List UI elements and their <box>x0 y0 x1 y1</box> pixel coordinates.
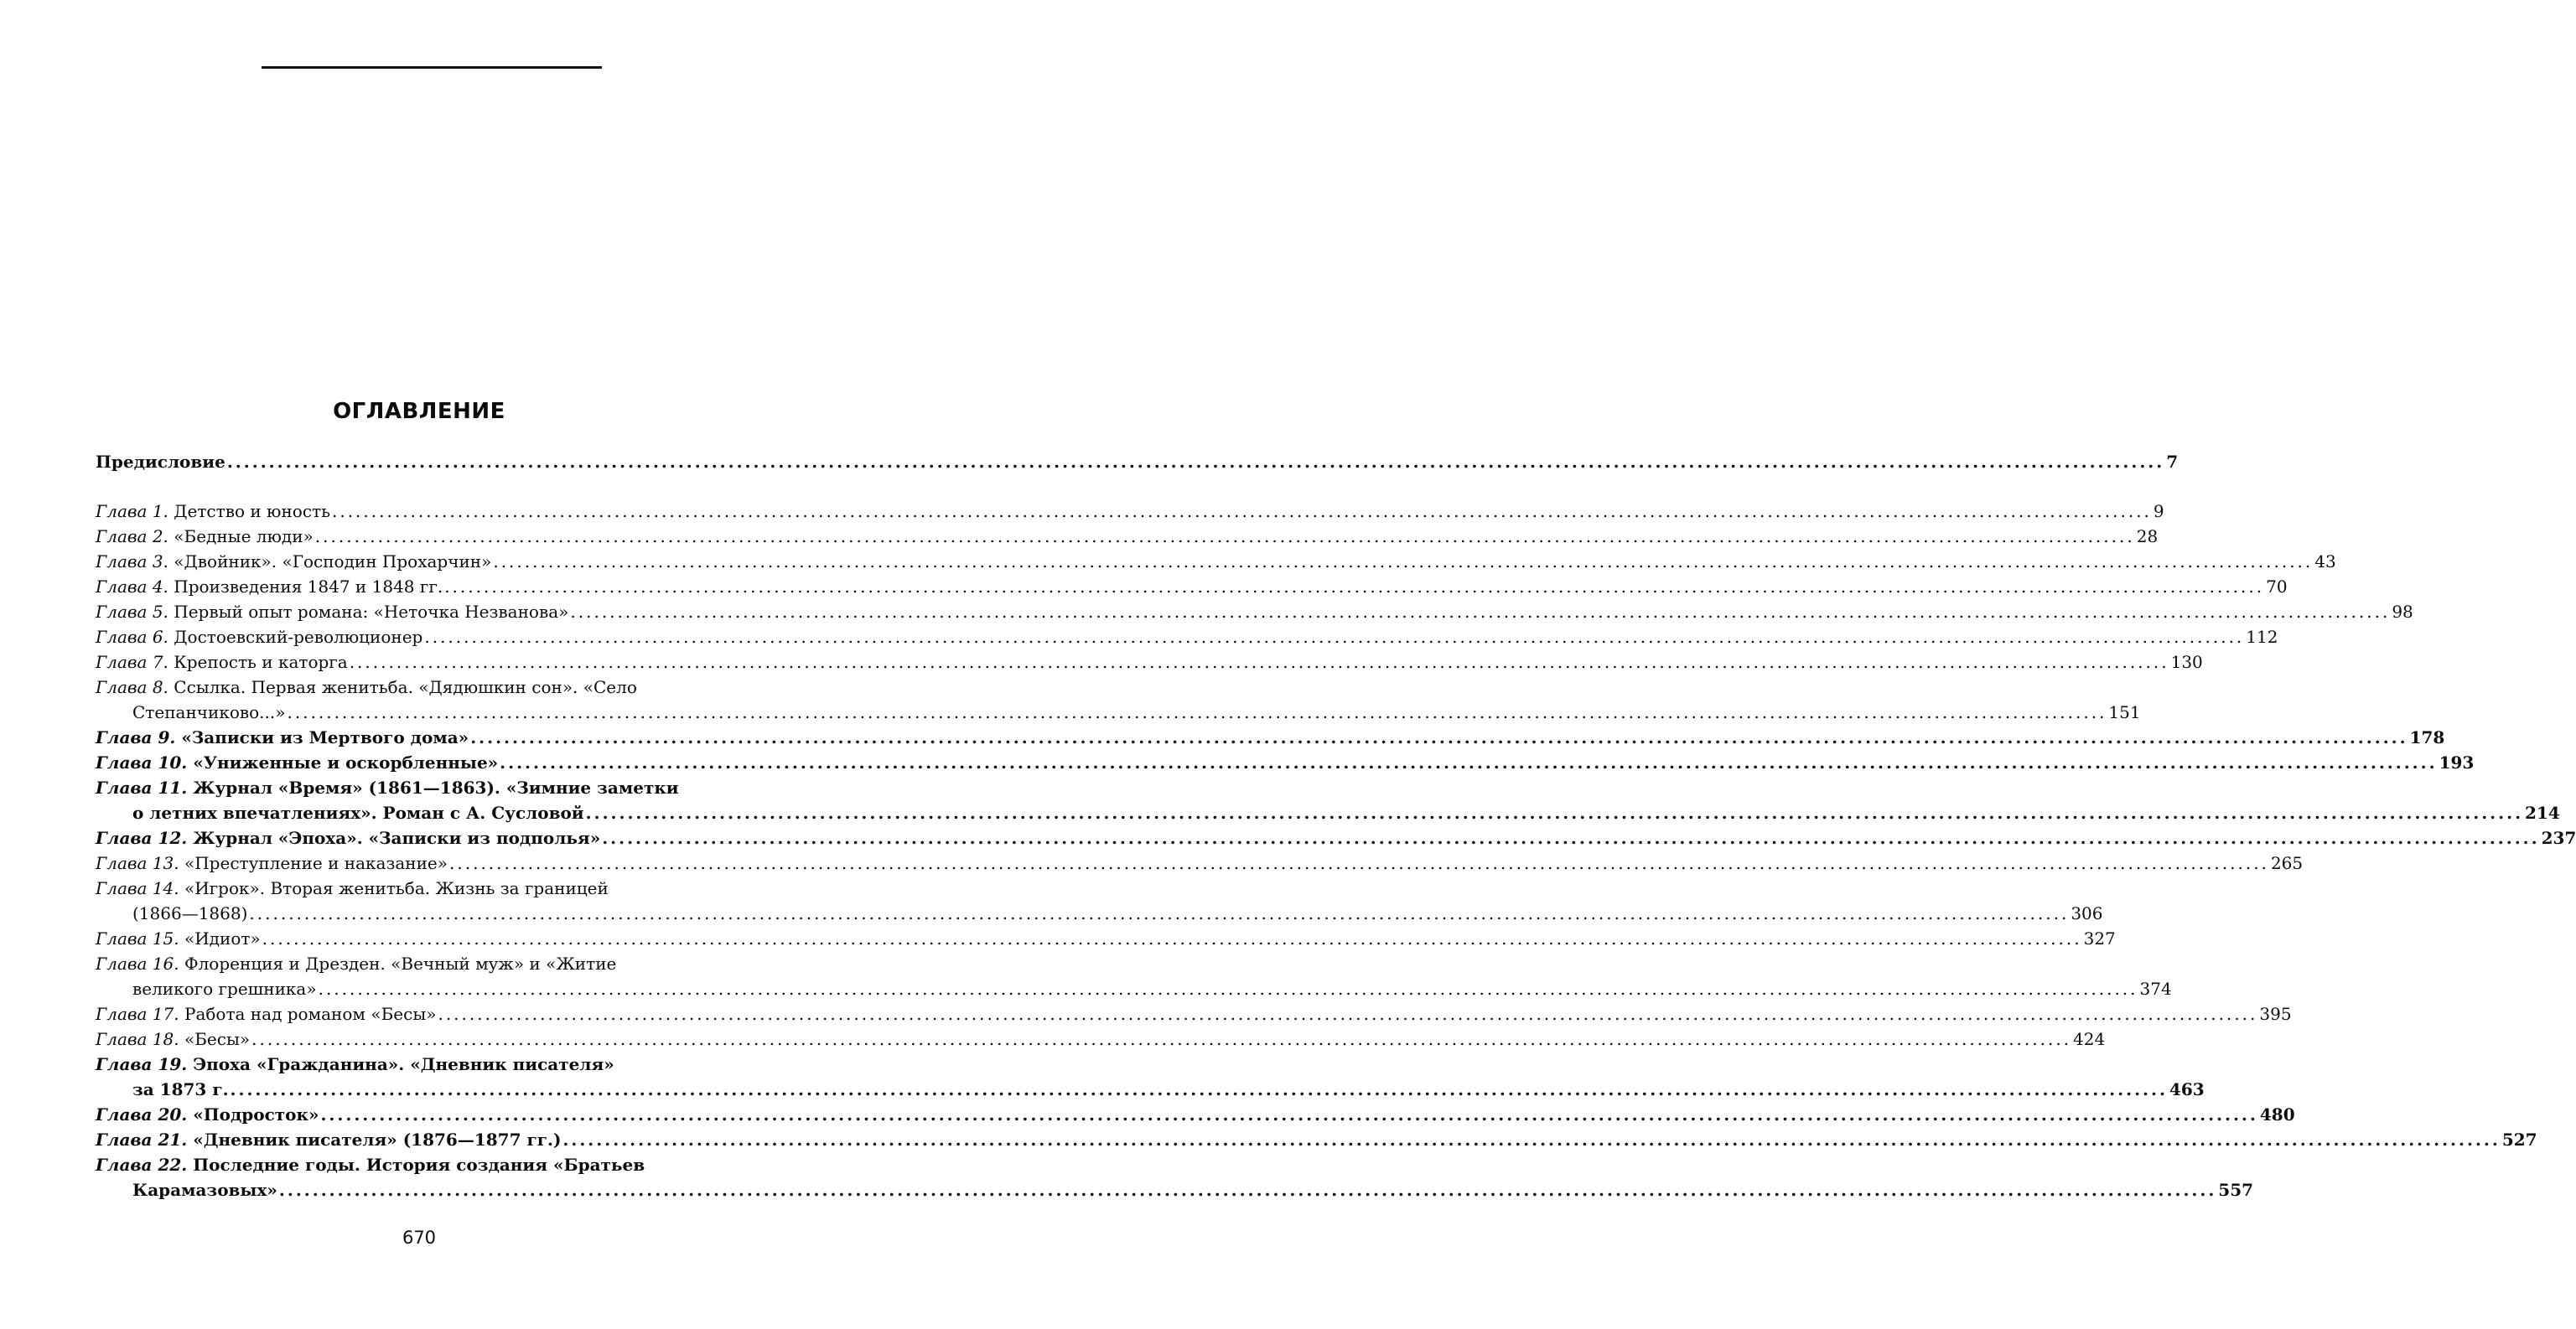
chapter-label: Глава 15. <box>96 928 179 949</box>
chapter-title: Работа над романом «Бесы» <box>184 1004 437 1024</box>
toc-entry <box>96 775 2560 825</box>
toc-entry <box>96 1001 2292 1026</box>
dot-leader: ........................................................................................................................................................................................................................................ <box>251 1029 2072 1049</box>
toc-entry-preface <box>96 449 2179 474</box>
toc-entry-text: Предисловие <box>96 452 225 472</box>
chapter-title: о летних впечатлениях». Роман с А. Сусловой <box>132 803 584 823</box>
toc-entry <box>96 1052 2205 1102</box>
dot-leader: ........................................................................................................................................................................................................................................ <box>331 501 2152 521</box>
toc-entry <box>96 926 2116 951</box>
toc-entry <box>96 499 2164 524</box>
chapter-label: Глава 20. <box>96 1104 188 1125</box>
toc-page-number: 9 <box>2153 501 2164 521</box>
toc-entry <box>96 675 2141 725</box>
chapter-title: Степанчиково...» <box>132 702 286 722</box>
toc-page-number: 214 <box>2525 803 2560 823</box>
dot-leader: ........................................................................................................................................................................................................................................ <box>444 577 2265 597</box>
chapter-title: «Униженные и оскорбленные» <box>193 752 499 773</box>
toc-entry <box>96 1026 2106 1052</box>
chapter-title: Детство и юность <box>174 501 330 521</box>
dot-leader: ........................................................................................................................................................................................................................................ <box>226 452 2165 472</box>
toc-entry <box>96 851 2304 876</box>
toc-entry <box>96 524 2159 549</box>
chapter-label: Глава 4. <box>96 577 168 597</box>
chapter-title: «Двойник». «Господин Прохарчин» <box>174 551 492 571</box>
toc-page-number: 306 <box>2071 903 2103 923</box>
toc-page-number: 424 <box>2073 1029 2106 1049</box>
chapter-label: Глава 9. <box>96 727 176 747</box>
toc-page-number: 98 <box>2392 602 2413 622</box>
chapter-title: «Идиот» <box>184 928 261 949</box>
toc-entry <box>96 624 2278 649</box>
toc-page-number: 480 <box>2259 1104 2295 1125</box>
chapter-title: «Записки из Мертвого дома» <box>181 727 469 747</box>
chapter-title: Флоренция и Дрезден. «Вечный муж» и «Житие <box>184 954 617 974</box>
dot-leader: ........................................................................................................................................................................................................................................ <box>314 526 2135 546</box>
toc-page-number: 237 <box>2541 828 2576 848</box>
toc-page-number: 265 <box>2270 853 2304 873</box>
chapter-title: «Дневник писателя» (1876—1877 гг.) <box>193 1130 562 1150</box>
chapter-title: Произведения 1847 и 1848 гг. <box>174 577 443 597</box>
chapter-label: Глава 3. <box>96 551 168 571</box>
dot-leader: ........................................................................................................................................................................................................................................ <box>570 602 2391 622</box>
toc-page-number: 112 <box>2246 627 2278 647</box>
chapter-label: Глава 17. <box>96 1004 179 1024</box>
toc-entry <box>96 1127 2537 1152</box>
chapter-title: Журнал «Время» (1861—1863). «Зимние заметки <box>193 778 679 798</box>
top-rule <box>262 66 602 69</box>
dot-leader: ........................................................................................................................................................................................................................................ <box>278 1180 2217 1200</box>
dot-leader: ........................................................................................................................................................................................................................................ <box>585 803 2524 823</box>
toc-page-number: 374 <box>2139 979 2172 999</box>
dot-leader: ........................................................................................................................................................................................................................................ <box>562 1130 2501 1150</box>
chapter-label: Глава 18. <box>96 1029 179 1049</box>
chapter-title: Последние годы. История создания «Братьев <box>193 1155 645 1175</box>
dot-leader: ........................................................................................................................................................................................................................................ <box>262 928 2082 949</box>
toc-page-number: 43 <box>2314 551 2336 571</box>
toc-page-number: 395 <box>2259 1004 2292 1024</box>
chapter-label: Глава 21. <box>96 1130 188 1150</box>
dot-leader: ........................................................................................................................................................................................................................................ <box>287 702 2107 722</box>
toc-entry <box>96 750 2475 775</box>
chapter-title: «Преступление и наказание» <box>184 853 448 873</box>
toc-entry <box>96 825 2576 851</box>
chapter-label: Глава 7. <box>96 652 168 672</box>
toc-entry <box>96 876 2103 926</box>
chapter-title: «Подросток» <box>193 1104 319 1125</box>
toc-page-number: 557 <box>2218 1180 2254 1200</box>
toc-page-number: 178 <box>2409 727 2445 747</box>
toc-page-number: 130 <box>2170 652 2203 672</box>
dot-leader: ........................................................................................................................................................................................................................................ <box>230 1079 2168 1099</box>
toc-entry <box>96 599 2413 624</box>
toc-page-number: 7 <box>2166 452 2179 472</box>
chapter-title: Журнал «Эпоха». «Записки из подполья» <box>193 828 601 848</box>
toc-page-number: 193 <box>2439 752 2475 773</box>
dot-leader: ........................................................................................................................................................................................................................................ <box>424 627 2245 647</box>
dot-leader: ........................................................................................................................................................................................................................................ <box>320 1104 2258 1125</box>
chapter-title: Эпоха «Гражданина». «Дневник писателя» <box>193 1054 614 1074</box>
toc-entry <box>96 725 2445 750</box>
toc-page-number: 327 <box>2083 928 2116 949</box>
toc-entry <box>96 951 2172 1001</box>
dot-leader: ........................................................................................................................................................................................................................................ <box>438 1004 2258 1024</box>
chapter-label: Глава 10. <box>96 752 188 773</box>
toc-entry <box>96 649 2203 675</box>
page-number: 670 <box>402 1228 437 1248</box>
chapter-label: Глава 1. <box>96 501 168 521</box>
chapter-label: Глава 5. <box>96 602 168 622</box>
toc-page-number: 28 <box>2136 526 2159 546</box>
chapter-label: Глава 13. <box>96 853 179 873</box>
dot-leader: ........................................................................................................................................................................................................................................ <box>500 752 2438 773</box>
toc-entry <box>96 549 2336 574</box>
dot-leader: ........................................................................................................................................................................................................................................ <box>449 853 2269 873</box>
toc-entry <box>96 574 2288 599</box>
table-of-contents <box>96 449 2576 1202</box>
dot-leader: ........................................................................................................................................................................................................................................ <box>470 727 2408 747</box>
chapter-title: Крепость и каторга <box>174 652 348 672</box>
chapter-label: Глава 6. <box>96 627 168 647</box>
chapter-title: великого грешника» <box>132 979 317 999</box>
page-title: ОГЛАВЛЕНИЕ <box>333 399 505 424</box>
chapter-title: за 1873 г. <box>132 1079 229 1099</box>
toc-page-number: 527 <box>2501 1130 2537 1150</box>
dot-leader: ........................................................................................................................................................................................................................................ <box>249 903 2070 923</box>
toc-page-number: 70 <box>2266 577 2288 597</box>
chapter-label: Глава 12. <box>96 828 188 848</box>
chapter-label: Глава 16. <box>96 954 179 974</box>
chapter-title: (1866—1868) <box>132 903 248 923</box>
dot-leader: ........................................................................................................................................................................................................................................ <box>493 551 2314 571</box>
chapter-label: Глава 11. <box>96 778 188 798</box>
dot-leader: ........................................................................................................................................................................................................................................ <box>602 828 2540 848</box>
chapter-title: Достоевский-революционер <box>174 627 423 647</box>
toc-page-number: 463 <box>2169 1079 2205 1099</box>
toc-entry <box>96 1102 2295 1127</box>
dot-leader: ........................................................................................................................................................................................................................................ <box>349 652 2169 672</box>
toc-entry <box>96 1152 2254 1202</box>
chapter-label: Глава 8. <box>96 677 168 697</box>
chapter-label: Глава 22. <box>96 1155 188 1175</box>
chapter-title: «Игрок». Вторая женитьба. Жизнь за границей <box>184 878 609 898</box>
chapter-title: Первый опыт романа: «Неточка Незванова» <box>174 602 569 622</box>
toc-page-number: 151 <box>2108 702 2141 722</box>
chapter-title: «Бедные люди» <box>174 526 314 546</box>
dot-leader: ........................................................................................................................................................................................................................................ <box>318 979 2138 999</box>
chapter-title: Карамазовых» <box>132 1180 277 1200</box>
chapter-title: Ссылка. Первая женитьба. «Дядюшкин сон». «Село <box>174 677 637 697</box>
chapter-title: «Бесы» <box>184 1029 251 1049</box>
chapter-label: Глава 14. <box>96 878 179 898</box>
chapter-label: Глава 2. <box>96 526 168 546</box>
chapter-label: Глава 19. <box>96 1054 188 1074</box>
